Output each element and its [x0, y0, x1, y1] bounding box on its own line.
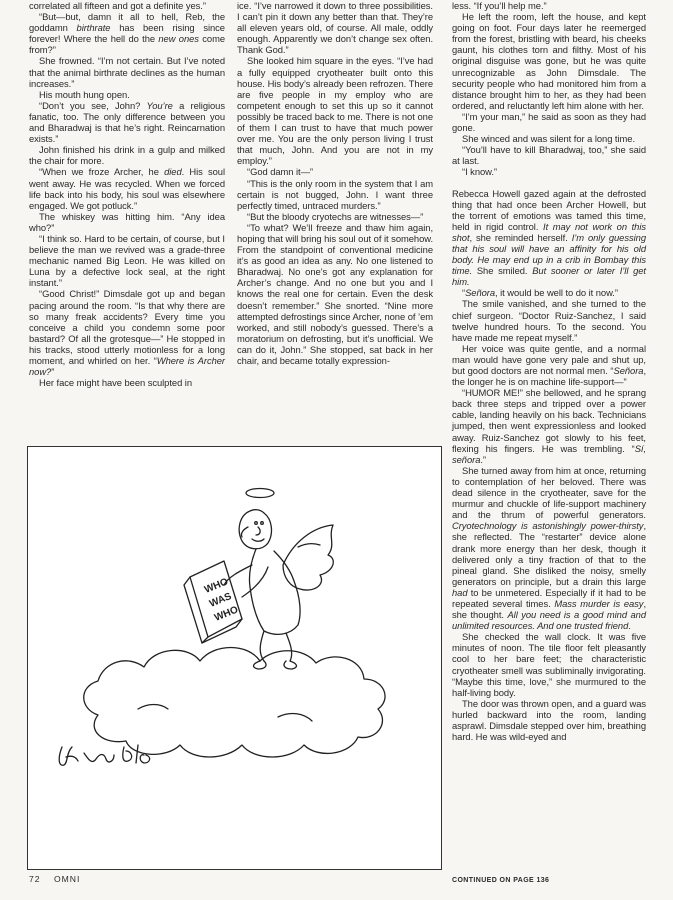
wing-icon: [283, 525, 333, 590]
book-title-line: WHO: [213, 604, 240, 624]
paragraph: Rebecca Howell gazed again at the defrosted thing that had once been Archer Howell, but the torrent of emotions was tamed this time, held in rigid control. It may not work on this shot, she reminded herself. I’m only guessing that his soul will have an affinity for his old body. He may end up in a crib in Bombay this time. She smiled. But sooner or later I’ll get him.: [452, 187, 647, 288]
paragraph: “Don’t you see, John? You’re a religious fanatic, too. The only difference between you and Bharadwaj is that he’s right. Reincarnation exists.”: [29, 99, 225, 145]
paragraph: Her face might have been sculpted in: [39, 377, 192, 389]
cloud-icon: [84, 648, 385, 758]
paragraph: “But the bloody cryotechs are witnesses—”: [247, 210, 424, 222]
paragraph: “Señora, it would be well to do it now.”: [462, 287, 618, 299]
paragraph: The smile vanished, and she turned to the chief surgeon. “Doctor Ruiz-Sanchez, I said twelve hundred hours. To the second. You have made me repeat myself.”: [452, 298, 646, 343]
paragraph: She winced and was silent for a long time.: [462, 133, 635, 145]
paragraph: She checked the wall clock. It was five minutes of noon. The tile floor felt pleasantly cool to her bare feet; the characteristic cryotheater smell was subliminally invigorating. “Maybe this time, love,” she murmured to the half-living body.: [452, 631, 646, 698]
signature-icon: [59, 745, 149, 765]
paragraph: The door was thrown open, and a guard was hurled backward into the room, landing asprawl. Dimsdale stepped over him, breathing hard. He was wild-eyed and: [452, 697, 646, 743]
halo-icon: [246, 489, 274, 498]
paragraph: She looked him square in the eyes. “I’ve had a fully equipped cryotheater built onto this house. His body’s already been refrozen. There are five people in my employ who are competent enough to set this up so it cannot possibly be traced back to me. There is not one of them I can trust to have that much power over me. You are the only person living I trust that much, John. And you are not in my employ.”: [237, 55, 433, 167]
paragraph: “I think so. Hard to be certain, of course, but I believe the man we revived was a grade-three mechanic named Big Leon. He was killed on Luna by a defective lock seal, at the right instant.”: [29, 232, 225, 289]
paragraph: The whiskey was hitting him. “Any idea who?”: [29, 210, 225, 233]
paragraph: She frowned. “I’m not certain. But I’ve noted that the animal birthrate declines as the human increases.”: [29, 55, 225, 89]
paragraph: ice. “I’ve narrowed it down to three possibilities. I can’t pin it down any better than that. They’re all eleven years old, of course. All male, oddly enough. Apparently we don’t change sex often. Thank God.”: [237, 0, 433, 56]
book-title-line: WAS: [208, 591, 234, 610]
paragraph: less. “If you’ll help me.”: [452, 0, 547, 11]
cartoon-illustration: [27, 446, 442, 870]
page-footer: [29, 874, 90, 884]
continued-note: CONTINUED ON PAGE 136: [452, 877, 550, 884]
text-column-2: [237, 0, 433, 366]
angel-reading-on-cloud-drawing: [28, 447, 441, 869]
page-number: 72: [29, 874, 41, 884]
paragraph: “HUMOR ME!” she bellowed, and he sprang back three steps and tripped over a power cable, landing heavily on his back. Technicians jumped, then went expressionless and looked away. Ruiz-Sanchez got slowly to his feet, flexing his fingers. He was trembling. “Sí, señora.”: [452, 387, 646, 465]
paragraph: “This is the only room in the system that I am certain is not bugged, John. I want three perfectly timed, untraced murders.”: [237, 177, 433, 211]
paragraph: “I’m your man,” he said as soon as they had gone.: [452, 110, 646, 134]
text-column-1: [29, 0, 225, 388]
paragraph: She turned away from him at once, returning to contemplation of her beloved. There was dead silence in the cryotheater, save for the murmur and chuckle of life-support machinery and the thrum of powerful generators. Cryotechnology is astonishingly power-thirsty, she reflected. The “restarter” device alone drank more energy than her desk, though it delivered only a tiny fraction of that to the pineal gland. She disliked the noisy, smelly generators on principle, but a drain this large had to be unmetered. Especially if it had to be repeated several times. Mass murder is easy, she thought. All you need is a good mind and unlimited resources. And one trusted friend.: [452, 464, 647, 632]
paragraph: John finished his drink in a gulp and milked the chair for more.: [29, 144, 225, 167]
paragraph: “God damn it—”: [247, 166, 313, 178]
book-title-line: WHO: [203, 576, 230, 596]
angel-body: [249, 549, 300, 634]
paragraph: correlated all fifteen and got a definite yes.”: [29, 0, 206, 11]
magazine-name: OMNI: [53, 874, 81, 884]
paragraph: “To what? We’ll freeze and thaw him again, hoping that will bring his soul out of it somehow. From the standpoint of conventional medicine it’s as good an idea as any. No one listened to Bharadwaj. No one’s got any explanation for Archer’s change. And no one but you and I knows the real one for certain. Even the desk doesn’t remember.” She snorted. “Nine more attempted defrostings since Archer, none of ’em worked, and still nobody’s guessed. There’s a moratorium on defrosting, but it’s unofficial. We can do it, John.” She stopped, sat back in her chair, and became totally expression-: [237, 221, 433, 366]
paragraph: He left the room, left the house, and kept going on foot. Four days later he reemerged from the forest, bristling with beard, his cheeks gaunt, his clothes torn and filthy. Most of his original disguise was gone, but he was quite unrecognizable as John Dimsdale. The security people who had monitored him from a distance brought him to her, as they had been ordered, and reluctantly left him alone with her.: [452, 11, 646, 111]
text-column-3: [452, 0, 646, 742]
paragraph: His mouth hung open.: [39, 88, 130, 100]
paragraph: “You’ll have to kill Bharadwaj, too,” she said at last.: [452, 144, 646, 167]
paragraph: Her voice was quite gentle, and a normal man would have gone very pale and shut up, but good doctors are not normal men. “Señora, the longer he is on machine life-support—”: [452, 342, 646, 388]
paragraph: “Good Christ!” Dimsdale got up and began pacing around the room. “Is that why there are so many freak accidents? Every time you conceive a child you condemn some poor bastard? Of all the grotesque—” He stopped in his tracks, stood utterly motionless for a long moment, and whirled on her. “Where is Archer now?”: [29, 288, 225, 378]
paragraph: “But—but, damn it all to hell, Reb, the goddamn birthrate has been rising since forever! Where the hell do the new ones come from?”: [29, 11, 226, 56]
paragraph: “I know.”: [462, 166, 497, 178]
paragraph: “When we froze Archer, he died. His soul went away. He was recycled. When we forced life back into his body, his soul was elsewhere engaged. We got potluck.”: [29, 166, 225, 211]
